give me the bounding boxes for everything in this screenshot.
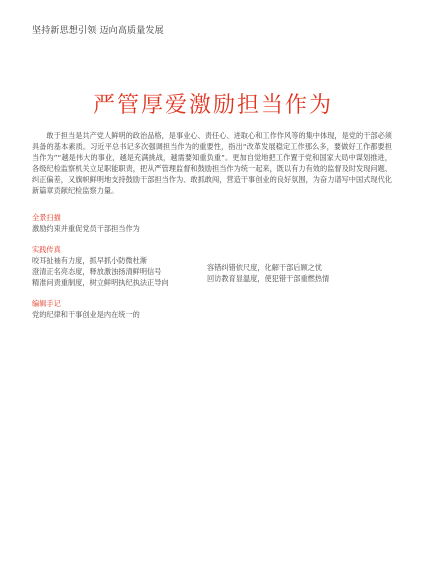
practice-label: 实践传真: [32, 245, 61, 254]
editor-section: [32, 298, 392, 320]
practice-item[interactable]: 精准问责重制度，树立鲜明执纪执法正导向: [32, 278, 169, 287]
practice-right-column: [207, 262, 392, 284]
practice-section: [32, 244, 392, 287]
practice-item[interactable]: 澄清正名亮态度，释放激浊扬清鲜明信号: [32, 267, 162, 276]
practice-item[interactable]: 回访教育显温度，使犯错干部重燃热情: [207, 274, 330, 283]
editor-label: 编辑手记: [32, 299, 61, 308]
overview-link[interactable]: 激励约束并重促党员干部担当作为: [32, 224, 140, 233]
overview-label: 全景扫描: [32, 213, 61, 222]
article-title: 严管厚爱激励担当作为: [92, 93, 333, 118]
page-header: 坚持新思想引领 迈向高质量发展: [32, 26, 164, 36]
lead-paragraph: 敢于担当是共产党人鲜明的政治品格，是事业心、责任心、进取心和工作作风等的集中体现，是党的干部必须具备的基本素质。习近平总书记多次强调担当作为的重要性，指出“改革发展稳定工作那么多，要做好工作都要担当作为”“越是伟大的事业，越是充满挑战，越需要知重负重”。更加自觉地把工作置于党和国家大局中谋划推进，各级纪检监察机关立足职能职责，把从严管理监督和鼓励担当作为统一起来，既以有力有效的监督及时发现问题、纠正偏差，又旗帜鲜明地支持鼓励干部担当作为、敢抓敢闯，营造干事创业的良好氛围，为奋力谱写中国式现代化新篇章贡献纪检监察力量。: [32, 131, 392, 195]
overview-section: [32, 212, 392, 234]
editor-link[interactable]: 党的纪律和干事创业是内在统一的: [32, 310, 140, 319]
practice-item[interactable]: 咬耳扯袖有力度，抓早抓小防微杜渐: [32, 256, 148, 265]
practice-item[interactable]: 容错纠错依尺度，化解干部后顾之忧: [207, 263, 323, 272]
practice-left-column: [32, 255, 177, 288]
